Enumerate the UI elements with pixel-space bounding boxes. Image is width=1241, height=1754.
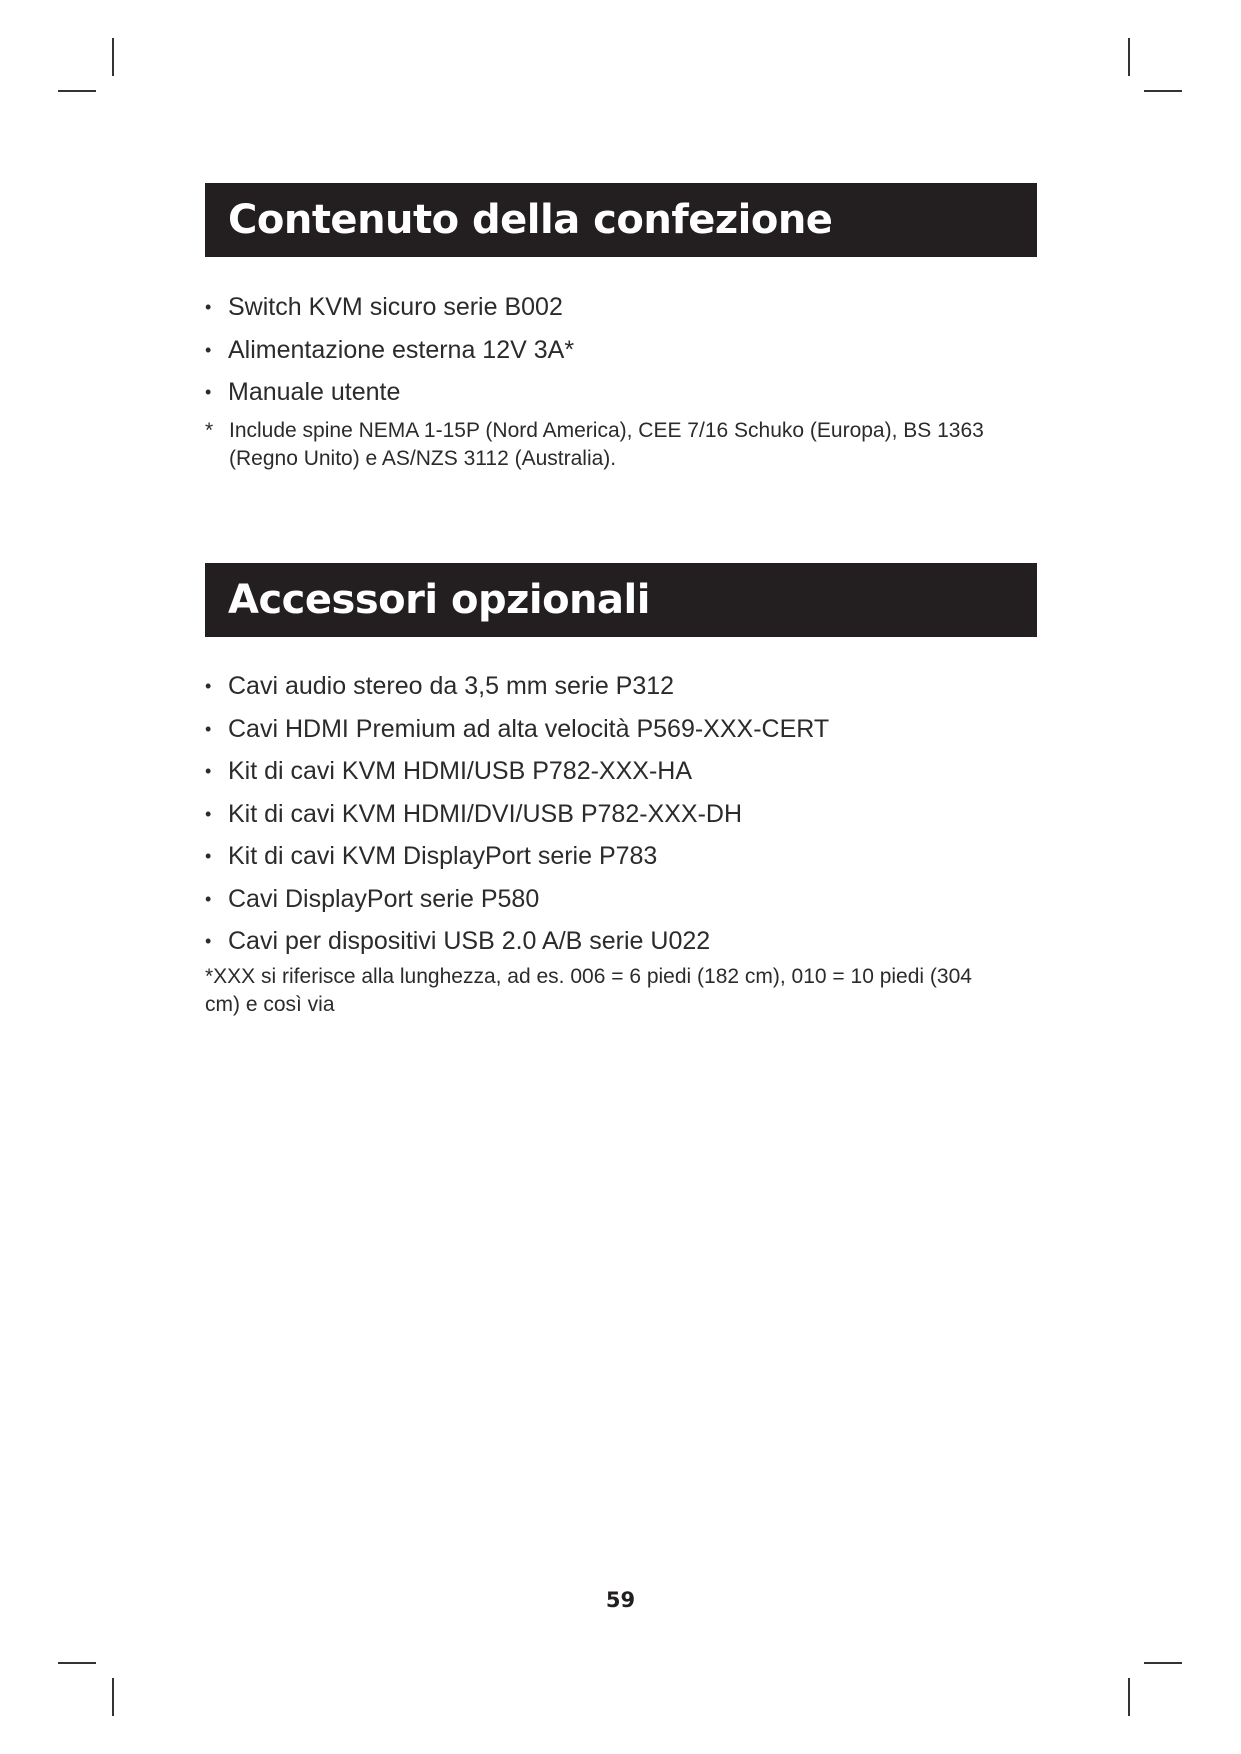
section-title-accessories: Accessori opzionali: [228, 577, 650, 623]
bullet-icon: •: [205, 382, 212, 402]
list-item: [205, 708, 1025, 751]
accessories-footnote: [205, 963, 1005, 1019]
list-item: [205, 286, 1025, 329]
list-item-text: Switch KVM sicuro serie B002: [228, 293, 563, 321]
contents-list: [205, 286, 1025, 414]
footnote-mark: *: [205, 419, 214, 442]
bullet-icon: •: [205, 846, 212, 866]
list-item: [205, 750, 1025, 793]
list-item: [205, 878, 1025, 921]
list-item-text: Alimentazione esterna 12V 3A*: [228, 335, 575, 364]
bullet-icon: •: [205, 888, 212, 909]
bullet-icon: •: [205, 718, 212, 739]
list-item-text: Manuale utente: [228, 378, 401, 406]
crop-mark-bottom-right-vertical: [1128, 1678, 1130, 1716]
list-item-text: Cavi DisplayPort serie P580: [228, 884, 540, 913]
list-item-text: Cavi HDMI Premium ad alta velocità P569-XXX-CERT: [228, 714, 830, 743]
section-header-accessories: [205, 563, 1037, 637]
page-number: 59: [605, 1588, 636, 1612]
list-item: [205, 329, 1025, 372]
crop-mark-top-right-vertical: [1128, 38, 1130, 76]
crop-mark-bottom-left-horizontal: [58, 1662, 96, 1664]
list-item: [205, 835, 1025, 878]
bullet-icon: •: [205, 297, 212, 317]
section-header-contents: [205, 183, 1037, 257]
list-item: [205, 665, 1025, 708]
crop-mark-top-left-vertical: [112, 38, 114, 76]
list-item-text: Kit di cavi KVM HDMI/USB P782-XXX-HA: [228, 757, 693, 785]
list-item: [205, 371, 1025, 414]
list-item: [205, 793, 1025, 836]
list-item-text: Kit di cavi KVM HDMI/DVI/USB P782-XXX-DH: [228, 799, 743, 828]
bullet-icon: •: [205, 931, 212, 951]
list-item-text: Cavi per dispositivi USB 2.0 A/B serie U022: [228, 927, 711, 955]
list-item-text: Cavi audio stereo da 3,5 mm serie P312: [228, 672, 675, 700]
list-item-text: Kit di cavi KVM DisplayPort serie P783: [228, 842, 658, 870]
crop-mark-bottom-right-horizontal: [1144, 1662, 1182, 1664]
bullet-icon: •: [205, 676, 212, 696]
footnote-text: *XXX si riferisce alla lunghezza, ad es. 006 = 6 piedi (182 cm), 010 = 10 piedi (304 cm) e così via: [205, 965, 972, 1016]
bullet-icon: •: [205, 339, 212, 360]
section-title-contents: Contenuto della confezione: [228, 197, 833, 243]
bullet-icon: •: [205, 803, 212, 824]
crop-mark-top-right-horizontal: [1144, 90, 1182, 92]
footnote-text: Include spine NEMA 1-15P (Nord America), CEE 7/16 Schuko (Europa), BS 1363 (Regno Unito) e AS/NZS 3112 (Australia).: [229, 419, 984, 470]
contents-footnote: [205, 417, 1005, 473]
accessories-list: [205, 665, 1025, 963]
list-item: [205, 920, 1025, 963]
bullet-icon: •: [205, 761, 212, 781]
crop-mark-bottom-left-vertical: [112, 1678, 114, 1716]
crop-mark-top-left-horizontal: [58, 90, 96, 92]
